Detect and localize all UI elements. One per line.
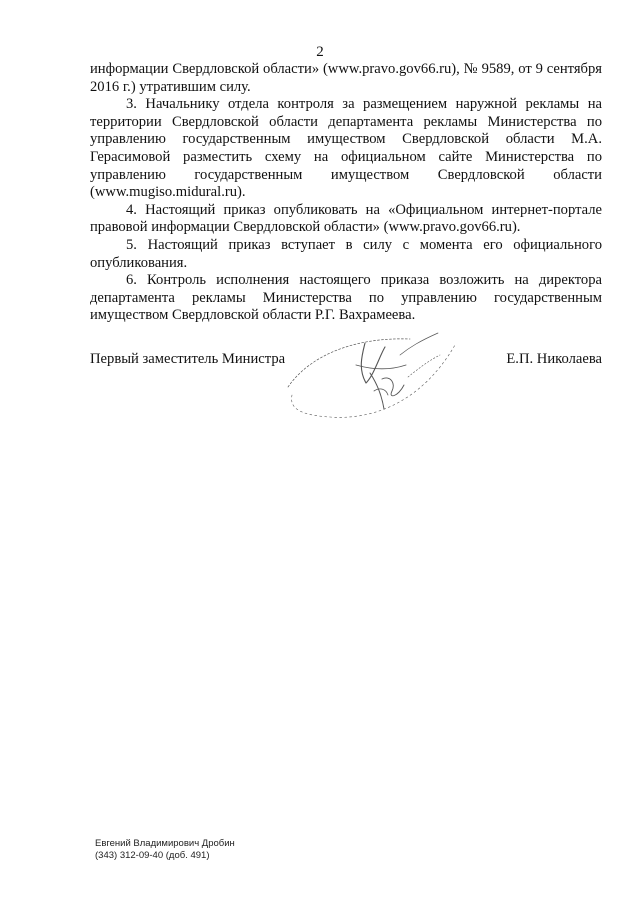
document-body <box>90 61 602 325</box>
contact-person: Евгений Владимирович Дробин <box>95 838 235 849</box>
paragraph-item-6: 6. Контроль исполнения настоящего приказа возложить на директора департамента рекламы Министерства по управлению государственным имуществом Свердловской области Р.Г. Вахрамеева. <box>90 272 602 324</box>
page-number: 2 <box>316 44 324 60</box>
paragraph-continuation: информации Свердловской области» (www.pravo.gov66.ru), № 9589, от 9 сентября 2016 г.) утратившим силу. <box>90 61 602 95</box>
contact-phone: (343) 312-09-40 (доб. 491) <box>95 850 210 861</box>
paragraph-item-4: 4. Настоящий приказ опубликовать на «Официальном интернет-портале правовой информации Свердловской области» (www.pravo.gov66.ru). <box>90 201 602 236</box>
paragraph-item-3: 3. Начальнику отдела контроля за размещением наружной рекламы на территории Свердловской области департамента рекламы Министерства по управлению государственным имуществом Свердловской области М.А. Герасимовой разместить схему на официальном сайте Министерства по управлению государственным имуществом Свердловской области (www.mugiso.midural.ru). <box>90 96 602 201</box>
signatory-position: Первый заместитель Министра <box>90 351 286 367</box>
paragraph-item-5: 5. Настоящий приказ вступает в силу с момента его официального опубликования. <box>90 236 602 271</box>
signatory-name: Е.П. Николаева <box>506 351 602 367</box>
contact-info <box>95 838 235 862</box>
handwritten-signature <box>270 325 470 425</box>
